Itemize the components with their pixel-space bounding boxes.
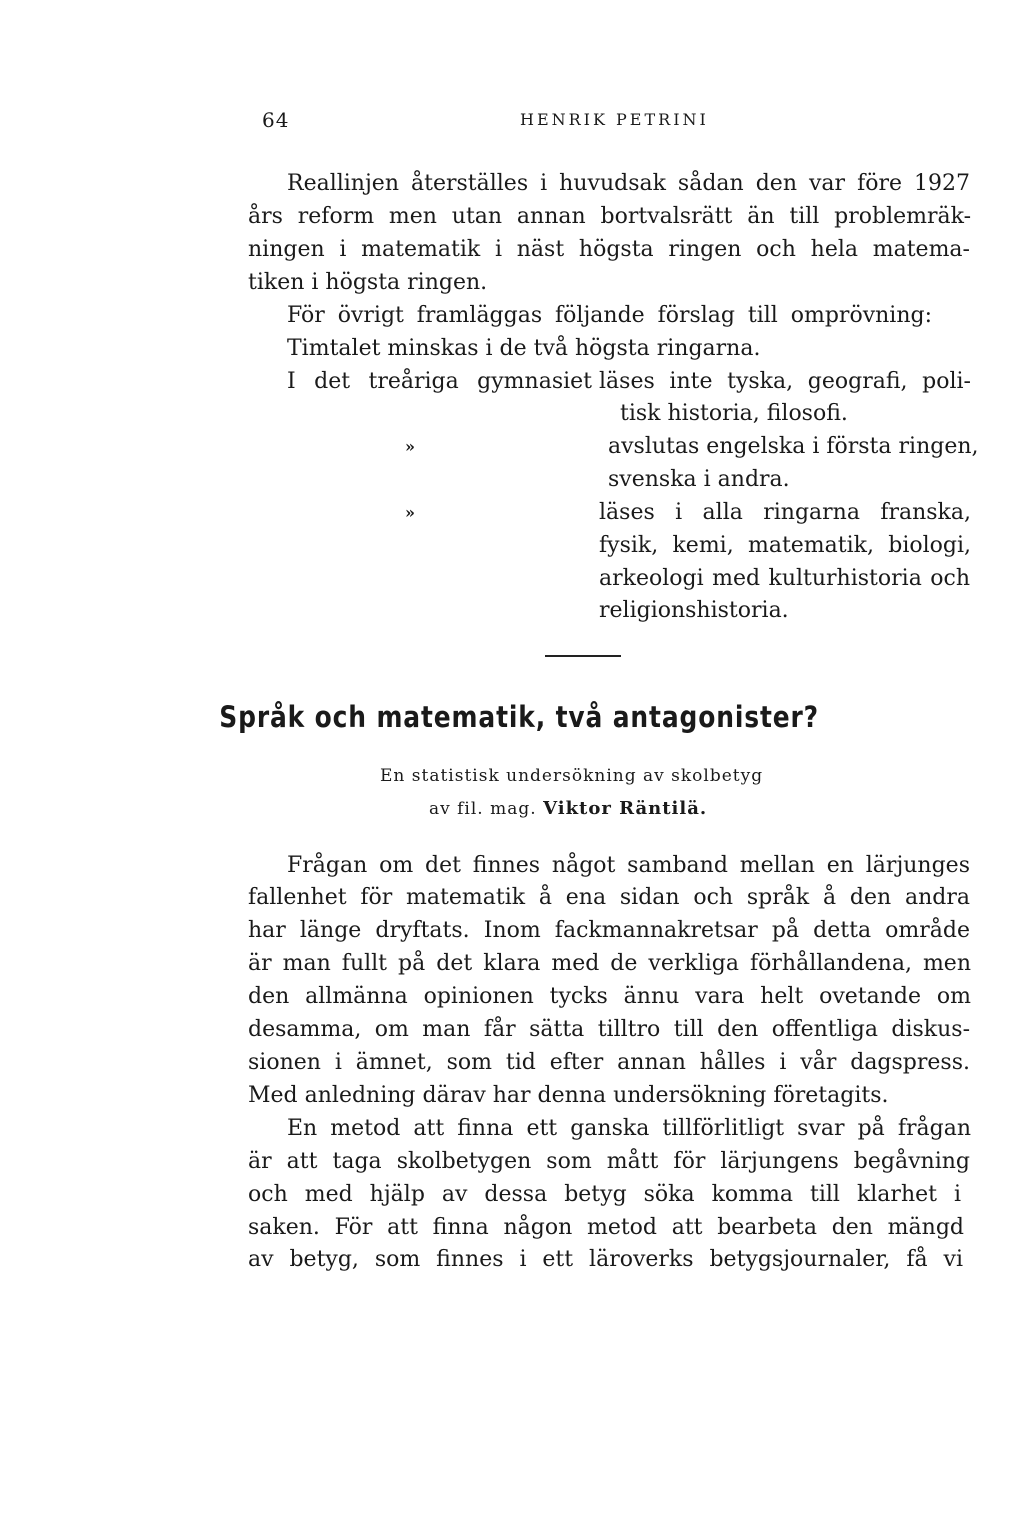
proposal-item-prefix: I det treåriga gymnasiet bbox=[287, 369, 592, 394]
text-line: Frågan om det finnes något samband mellan en lärjunges bbox=[287, 853, 970, 878]
text-line: och med hjälp av dessa betyg söka komma till klarhet i bbox=[248, 1182, 961, 1207]
text-line: är man fullt på det klara med de verkliga förhållandena, men bbox=[248, 951, 971, 976]
proposal-item-continuation: svenska i andra. bbox=[608, 467, 790, 492]
text-line: den allmänna opinionen tycks ännu vara helt ovetande om bbox=[248, 984, 971, 1009]
text-line: sionen i ämnet, som tid efter annan hålles i vår dagspress. bbox=[248, 1050, 970, 1075]
proposal-item-continuation: fysik, kemi, matematik, biologi, bbox=[599, 533, 971, 558]
text-line: av betyg, som finnes i ett läroverks betygsjournaler, få vi bbox=[248, 1247, 963, 1272]
text-line: saken. För att finna någon metod att bearbeta den mängd bbox=[248, 1215, 964, 1240]
text-line: ningen i matematik i näst högsta ringen och hela matema- bbox=[248, 237, 970, 262]
article-subtitle: En statistisk undersökning av skolbetyg bbox=[380, 766, 764, 786]
proposal-item: avslutas engelska i första ringen, bbox=[608, 434, 979, 459]
proposal-item-continuation: religionshistoria. bbox=[599, 598, 789, 623]
proposal-item: läses inte tyska, geografi, poli- bbox=[599, 369, 971, 394]
running-title: HENRIK PETRINI bbox=[520, 110, 709, 129]
author-name: Viktor Räntilä. bbox=[543, 798, 708, 819]
text-line: En metod att finna ett ganska tillförlitligt svar på frågan bbox=[287, 1116, 971, 1141]
article-title: Språk och matematik, två antagonister? bbox=[219, 700, 819, 734]
text-line: års reform men utan annan bortvalsrätt än till problemräk- bbox=[248, 204, 971, 229]
proposal-item-continuation: arkeologi med kulturhistoria och bbox=[599, 566, 970, 591]
text-line: desamma, om man får sätta tilltro till den offentliga diskus- bbox=[248, 1017, 970, 1042]
text-line: Med anledning därav har denna undersökning företagits. bbox=[248, 1083, 889, 1108]
proposal-intro: För övrigt framläggas följande förslag till omprövning: bbox=[287, 303, 932, 328]
proposal-item: läses i alla ringarna franska, bbox=[599, 500, 971, 525]
text-line: Reallinjen återställes i huvudsak sådan den var före 1927 bbox=[287, 171, 970, 196]
author-prefix: av fil. mag. bbox=[429, 799, 537, 819]
ditto-mark: » bbox=[405, 503, 415, 522]
text-line: har länge dryftats. Inom fackmannakretsar på detta område bbox=[248, 918, 970, 943]
author-line bbox=[429, 798, 707, 819]
page-number: 64 bbox=[262, 108, 290, 132]
text-line: fallenhet för matematik å ena sidan och språk å den andra bbox=[248, 885, 970, 910]
text-line: tiken i högsta ringen. bbox=[248, 270, 488, 295]
text-line: är att taga skolbetygen som mått för lärjungens begåvning bbox=[248, 1149, 970, 1174]
ditto-mark: » bbox=[405, 437, 415, 456]
proposal-item-continuation: tisk historia, filosofi. bbox=[620, 401, 848, 426]
proposal-item: Timtalet minskas i de två högsta ringarna. bbox=[287, 336, 761, 361]
section-divider bbox=[545, 655, 621, 657]
